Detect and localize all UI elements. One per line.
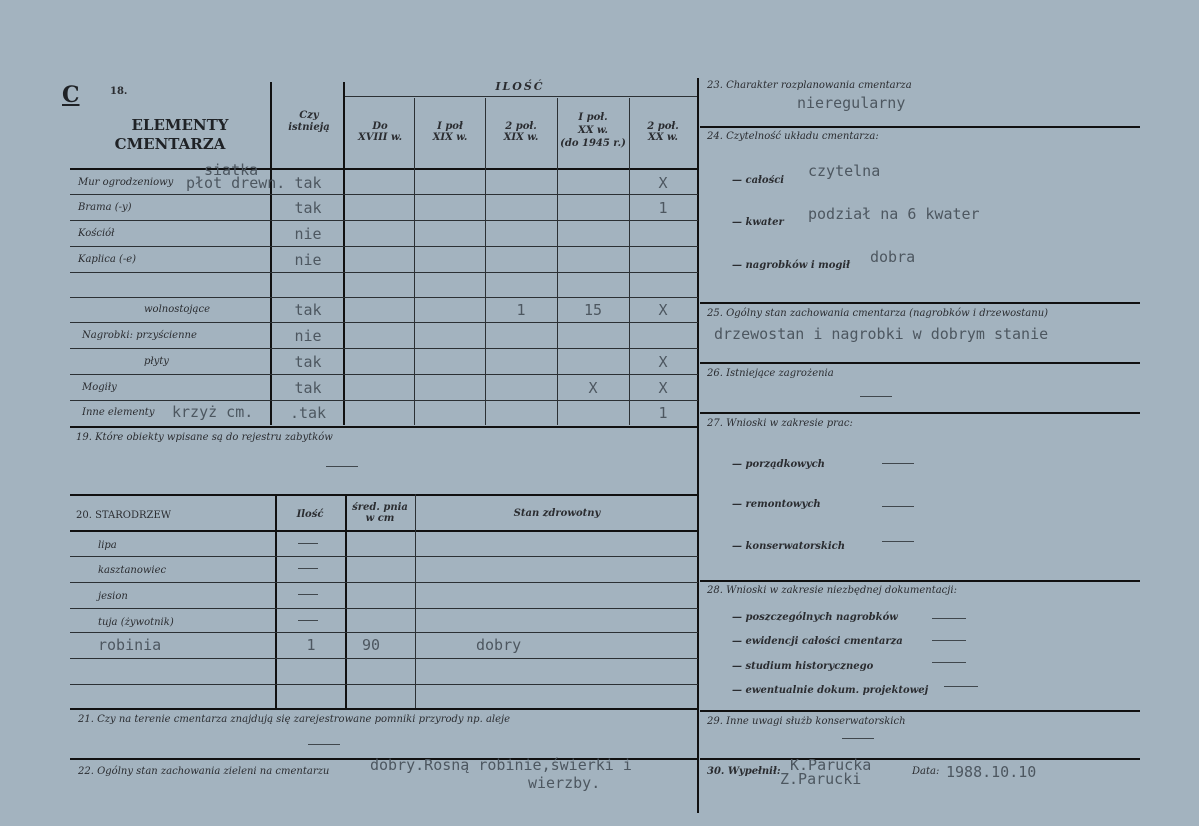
element-row-exists: tak — [294, 379, 322, 397]
q22-label: 22. Ogólny stan zachowania zieleni na cmentarzu — [78, 766, 330, 777]
tree-row-dash — [298, 620, 318, 621]
element-row-extra2: płot drewn. — [186, 174, 286, 192]
q21-label: 21. Czy na terenie cmentarza znajdują się zarejestrowane pomniki przyrody np. aleje — [78, 714, 511, 725]
element-row-exists: tak — [294, 301, 322, 319]
q23-answer: nieregularny — [797, 94, 906, 112]
section-number: 18. — [110, 86, 128, 97]
element-row-count: 1 — [658, 199, 668, 217]
element-row-count: X — [658, 301, 668, 319]
col-1pol-xx: I poł. XX w. (do 1945 r.) — [560, 112, 626, 149]
col-2pol-xix: 2 poł. XIX w. — [503, 121, 539, 143]
q28-label: 28. Wnioski w zakresie niezbędnej dokumentacji: — [707, 585, 957, 596]
element-row-label: Mogiły — [82, 382, 117, 393]
q26-label: 26. Istniejące zagrożenia — [707, 368, 834, 379]
q27-item-conservation: — konserwatorskich — [732, 541, 845, 552]
tree-row-label: lipa — [98, 540, 117, 551]
tree-col-dia: śred. pnia w cm — [352, 502, 408, 524]
element-row-count: X — [658, 174, 668, 192]
q24-quarters-label: — kwater — [732, 217, 784, 228]
ilosc-header: ILOŚĆ — [495, 80, 545, 93]
tree-row-label: kasztanowiec — [98, 565, 167, 576]
element-row-count: X — [658, 353, 668, 371]
date-value: 1988.10.10 — [946, 763, 1037, 781]
section-letter: C — [62, 82, 80, 108]
element-row-exists: tak — [294, 199, 322, 217]
col-1pol-xix: I poł XIX w. — [432, 121, 468, 143]
col-exists-line2: istnieją — [288, 122, 330, 133]
element-row-exists: nie — [294, 225, 322, 243]
element-row-exists: tak — [294, 174, 322, 192]
col-do-xviii: Do XVIII w. — [357, 121, 403, 143]
elements-title-line1: ELEMENTY — [131, 116, 229, 134]
filled-by-2: Z.Parucki — [780, 770, 862, 788]
elements-title-line2: CMENTARZA — [114, 135, 226, 153]
element-row-label: wolnostojące — [144, 304, 210, 315]
q22-answer-line1: dobry.Rosną robinie,świerki i — [370, 756, 632, 774]
col-exists-line1: Czy — [299, 110, 319, 121]
q28-item-project: — ewentualnie dokum. projektowej — [732, 685, 929, 696]
element-row-count: 15 — [583, 301, 603, 319]
q25-label: 25. Ogólny stan zachowania cmentarza (nagrobków i drzewostanu) — [707, 308, 1049, 319]
q28-item-history: — studium historycznego — [732, 661, 874, 672]
element-row-extra: krzyż cm. — [172, 403, 254, 421]
q24-label: 24. Czytelność układu cmentarza: — [707, 131, 879, 142]
q24-whole-label: — całości — [732, 175, 785, 186]
tree-row-qty: 1 — [306, 636, 316, 654]
tree-row-state: dobry — [476, 636, 522, 654]
filled-by-1: K.Parucka — [790, 756, 872, 774]
q24-quarters-answer: podział na 6 kwater — [808, 205, 980, 223]
element-row-label: Kościół — [78, 228, 115, 239]
element-row-label: Brama (-y) — [78, 202, 132, 213]
q22-answer-line2: wierzby. — [528, 774, 601, 792]
col-2pol-xx: 2 poł. XX w. — [647, 121, 679, 143]
q25-answer: drzewostan i nagrobki w dobrym stanie — [714, 325, 1049, 343]
tree-row-label: tuja (żywotnik) — [98, 617, 174, 628]
tree-row-label: jesion — [98, 591, 128, 602]
element-row-exists: tak — [294, 353, 322, 371]
element-row-extra: siatka — [204, 161, 259, 179]
q30-label: 30. Wypełnił: — [707, 766, 781, 777]
q27-item-renovation: — remontowych — [732, 499, 821, 510]
q19-label: 19. Które obiekty wpisane są do rejestru zabytków — [76, 432, 333, 443]
element-row-label: Mur ogrodzeniowy — [78, 177, 174, 188]
tree-row-label: robinia — [98, 636, 162, 654]
q29-label: 29. Inne uwagi służb konserwatorskich — [707, 716, 906, 727]
element-row-count: 1 — [658, 404, 668, 422]
element-row-label: płyty — [144, 356, 169, 367]
element-row-count: X — [658, 379, 668, 397]
q28-item-graves: — poszczególnych nagrobków — [732, 612, 898, 623]
q27-label: 27. Wnioski w zakresie prac: — [707, 418, 853, 429]
tree-row-dash — [298, 594, 318, 595]
date-label: Data: — [912, 766, 940, 777]
element-row-count: 1 — [516, 301, 526, 319]
element-row-exists: nie — [294, 251, 322, 269]
q24-whole-answer: czytelna — [808, 162, 881, 180]
q27-item-cleanup: — porządkowych — [732, 459, 825, 470]
element-row-exists: .tak — [289, 404, 327, 422]
element-row-count: X — [588, 379, 598, 397]
tree-row-dash — [298, 543, 318, 544]
element-row-label: Nagrobki: przyścienne — [82, 330, 197, 341]
q20-label: 20. STARODRZEW — [76, 510, 172, 521]
tree-col-qty: Ilość — [296, 509, 324, 520]
element-row-label: Kaplica (-e) — [78, 254, 137, 265]
q24-graves-label: — nagrobków i mogił — [732, 260, 851, 271]
element-row-label: Inne elementy — [82, 407, 155, 418]
element-row-exists: nie — [294, 327, 322, 345]
tree-row-diameter: 90 — [362, 636, 381, 654]
q23-label: 23. Charakter rozplanowania cmentarza — [707, 80, 912, 91]
tree-col-state: Stan zdrowotny — [513, 508, 601, 519]
tree-row-dash — [298, 568, 318, 569]
q24-graves-answer: dobra — [870, 248, 916, 266]
q28-item-registry: — ewidencji całości cmentarza — [732, 636, 903, 647]
